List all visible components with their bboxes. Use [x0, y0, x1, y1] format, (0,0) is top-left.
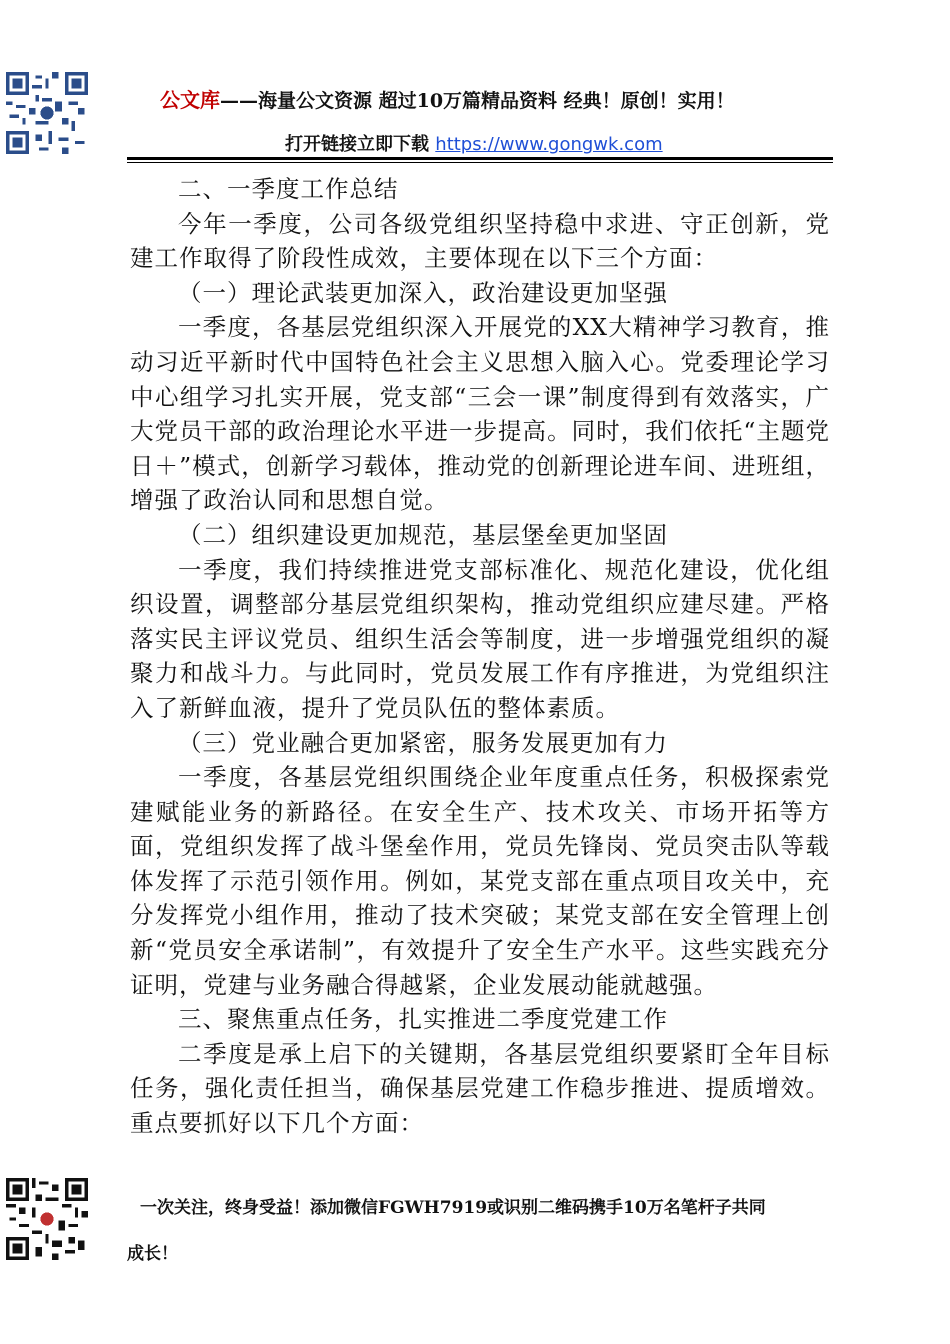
section-heading: 三、聚焦重点任务，扎实推进二季度党建工作	[178, 1005, 668, 1034]
footer-promo-line-end: 成长！	[127, 1244, 178, 1264]
subsection-heading: （三）党业融合更加紧密，服务发展更加有力	[178, 728, 668, 757]
header-divider-thick	[127, 157, 833, 160]
paragraph: 二季度是承上启下的关键期，各基层党组织要紧盯全年目标任务，强化责任担当，确保基层党建工作稳步推进、提质增效。重点要抓好以下几个方面：	[130, 1039, 830, 1138]
download-line	[285, 130, 663, 156]
header-banner	[160, 84, 735, 113]
paragraph: 一季度，我们持续推进党支部标准化、规范化建设，优化组织设置，调整部分基层党组织架构，推动党组织应建尽建。严格落实民主评议党员、组织生活会等制度，进一步增强党组织的凝聚力和战斗力。与此同时，党员发展工作有序推进，为党组织注入了新鲜血液，提升了党员队伍的整体素质。	[130, 555, 830, 722]
download-prefix: 打开链接立即下载	[285, 134, 436, 155]
subsection-heading: （二）组织建设更加规范，基层堡垒更加坚固	[178, 520, 668, 549]
download-link[interactable]: https://www.gongwk.com	[435, 134, 663, 155]
qr-code-icon	[6, 1178, 88, 1260]
paragraph: 今年一季度，公司各级党组织坚持稳中求进、守正创新，党建工作取得了阶段性成效，主要体现在以下三个方面：	[130, 209, 830, 273]
document-body	[130, 172, 830, 1141]
section-heading: 二、一季度工作总结	[178, 175, 399, 203]
header-divider-thin	[127, 162, 833, 163]
footer-promo-line: 一次关注，终身受益！添加微信FGWH7919或识别二维码携手10万名笔杆子共同	[140, 1198, 766, 1218]
subsection-heading: （一）理论武装更加深入，政治建设更加坚强	[178, 278, 668, 307]
paragraph: 一季度，各基层党组织深入开展党的XX大精神学习教育，推动习近平新时代中国特色社会主义思想入脑入心。党委理论学习中心组学习扎实开展，党支部“三会一课”制度得到有效落实，广大党员干部的政治理论水平进一步提高。同时，我们依托“主题党日＋”模式，创新学习载体，推动党的创新理论进车间、进班组，增强了政治认同和思想自觉。	[130, 313, 830, 515]
paragraph: 一季度，各基层党组织围绕企业年度重点任务，积极探索党建赋能业务的新路径。在安全生产、技术攻关、市场开拓等方面，党组织发挥了战斗堡垒作用，党员先锋岗、党员突击队等载体发挥了示范引领作用。例如，某党支部在重点项目攻关中，充分发挥党小组作用，推动了技术突破；某党支部在安全管理上创新“党员安全承诺制”，有效提升了安全生产水平。这些实践充分证明，党建与业务融合得越紧，企业发展动能就越强。	[130, 763, 830, 999]
header-tagline: ——海量公文资源 超过10万篇精品资料 经典！原创！实用！	[220, 90, 735, 112]
qr-code-icon	[6, 72, 88, 154]
brand-name: 公文库	[160, 88, 220, 112]
